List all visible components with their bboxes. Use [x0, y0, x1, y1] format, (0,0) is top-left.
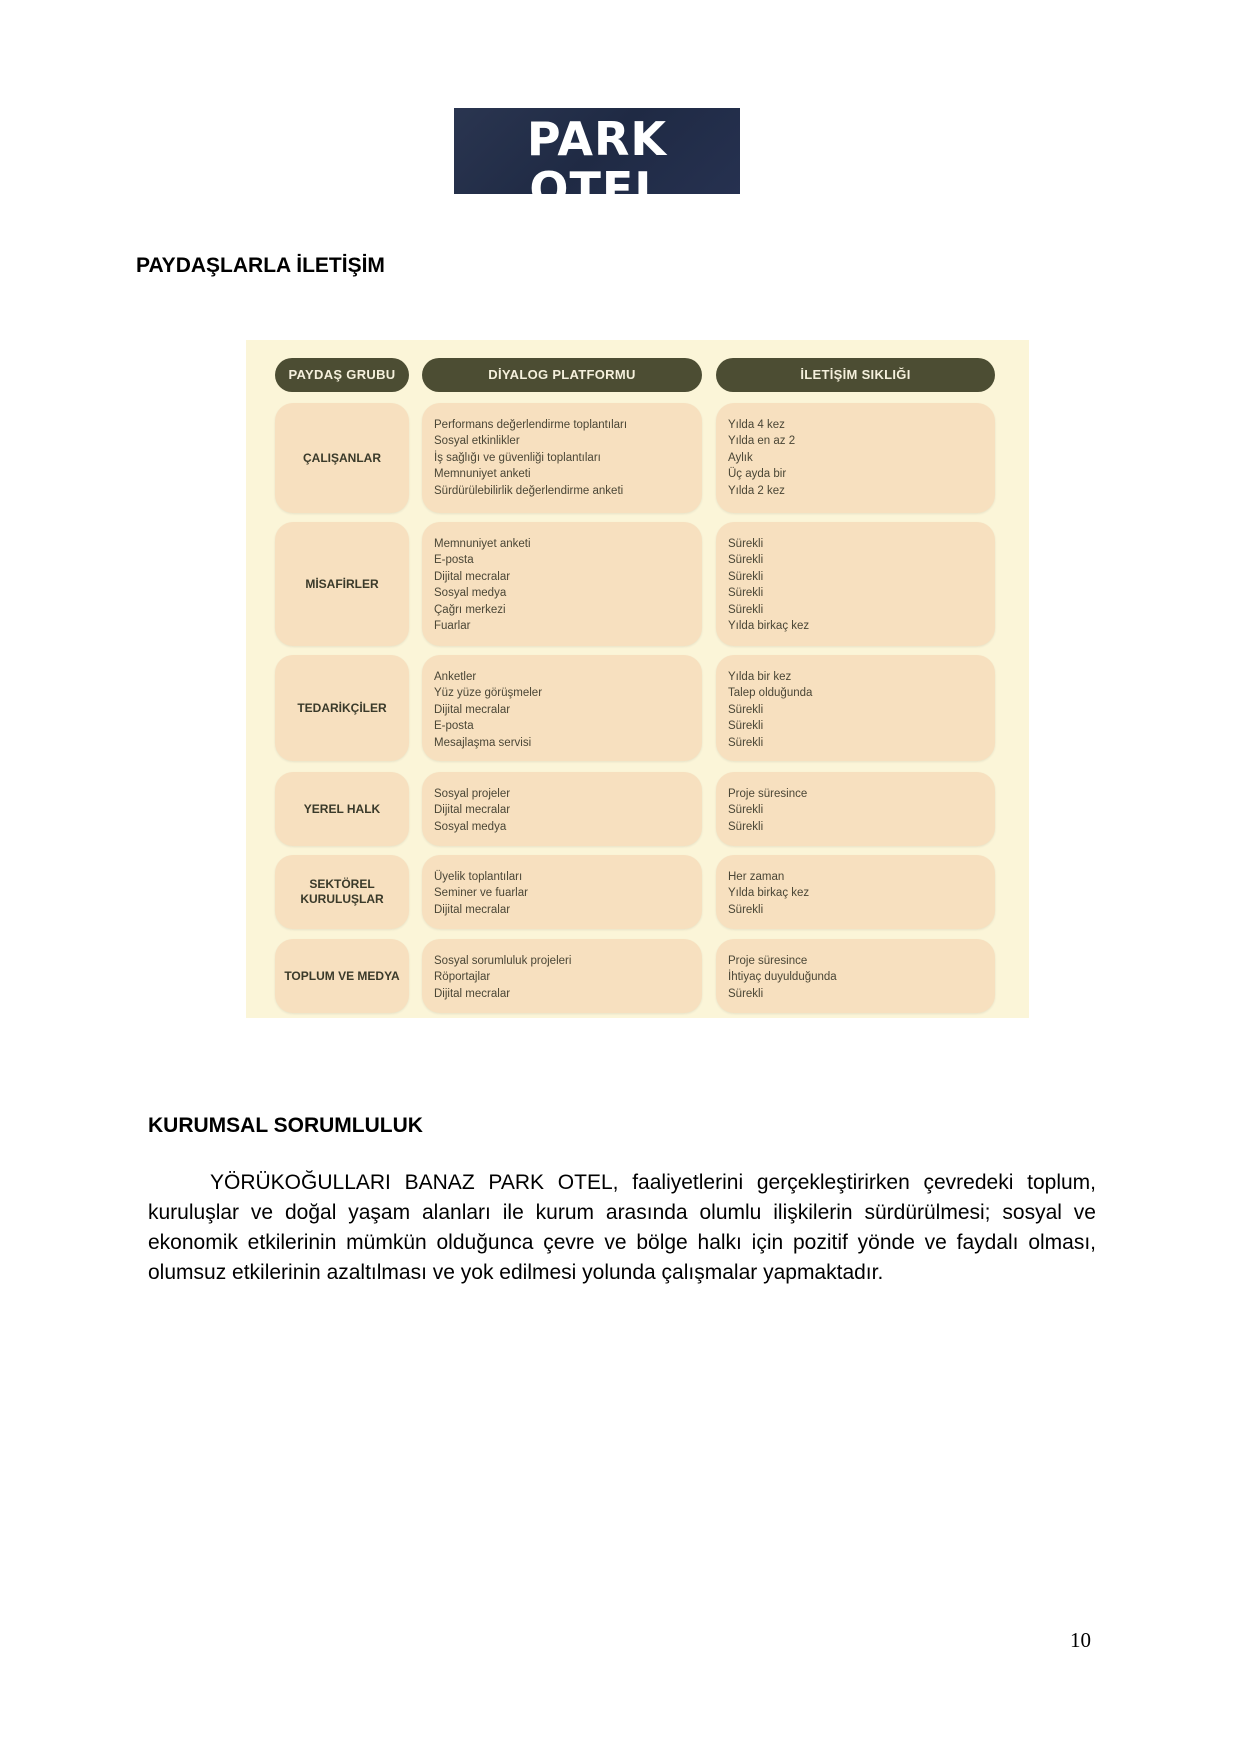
platform-item: Sosyal projeler	[434, 788, 511, 800]
frequency-item: Üç ayda bir	[728, 468, 787, 481]
dialog-platform-cell	[422, 855, 702, 929]
platform-item: Dijital mecralar	[434, 903, 511, 916]
frequency-item: Sürekli	[728, 820, 764, 833]
stakeholder-communication-infographic	[246, 340, 1029, 1018]
platform-item: Sürdürülebilirlik değerlendirme anketi	[434, 484, 624, 497]
dialog-platform-cell	[422, 655, 702, 761]
frequency-item: Her zaman	[728, 871, 785, 883]
frequency-cell	[716, 772, 995, 846]
frequency-item: İhtiyaç duyulduğunda	[728, 971, 837, 984]
stakeholder-group-cell: TEDARİKÇİLER	[275, 655, 409, 761]
frequency-item: Sürekli	[728, 987, 764, 1000]
stakeholder-row	[246, 655, 1029, 761]
frequency-cell	[716, 939, 995, 1013]
platform-item: E-posta	[434, 554, 474, 567]
platform-item: Fuarlar	[434, 620, 471, 633]
frequency-item: Sürekli	[728, 720, 764, 733]
corporate-responsibility-paragraph: YÖRÜKOĞULLARI BANAZ PARK OTEL, faaliyetlerini gerçekleştirirken çevredeki toplum, kuruluşlar ve doğal yaşam alanları ile kurum arasında olumlu ilişkilerin sürdürülmesi; sosyal ve ekonomik etkilerinin mümkün olduğunca çevre ve bölge halkı için pozitif yönde ve faydalı olması, olumsuz etkilerinin azaltılması ve yok edilmesi yolunda çalışmalar yapmaktadır.	[148, 1171, 1096, 1284]
frequency-item: Sürekli	[728, 587, 764, 600]
platform-item: İş sağlığı ve güvenliği toplantıları	[434, 451, 601, 464]
logo-main-text: PARK OTEL	[526, 112, 668, 216]
platform-item: Sosyal medya	[434, 587, 507, 600]
platform-item: Mesajlaşma servisi	[434, 736, 532, 749]
frequency-item: Talep olduğunda	[728, 687, 813, 700]
platform-item: Üyelik toplantıları	[434, 871, 523, 883]
platform-item: Sosyal medya	[434, 820, 507, 833]
platform-item: Dijital mecralar	[434, 987, 511, 1000]
stakeholder-group-cell: ÇALIŞANLAR	[275, 403, 409, 513]
frequency-item: Yılda 4 kez	[728, 419, 785, 431]
logo-sub-text: BANAZ	[553, 213, 641, 238]
platform-item: Performans değerlendirme toplantıları	[434, 419, 628, 431]
page-number: 10	[1070, 1628, 1091, 1652]
stakeholder-row	[246, 522, 1029, 646]
header-iletisim-sikligi: İLETİŞİM SIKLIĞI	[716, 358, 995, 392]
platform-item: Sosyal etkinlikler	[434, 435, 520, 448]
frequency-item: Sürekli	[728, 570, 764, 583]
frequency-item: Yılda 2 kez	[728, 484, 785, 497]
frequency-item: Aylık	[728, 451, 753, 464]
stakeholder-group-cell: YEREL HALK	[275, 772, 409, 846]
platform-item: Dijital mecralar	[434, 804, 511, 817]
dialog-platform-cell	[422, 772, 702, 846]
stakeholder-row	[246, 772, 1029, 846]
frequency-item: Sürekli	[728, 804, 764, 817]
dialog-platform-cell	[422, 939, 702, 1013]
frequency-item: Sürekli	[728, 703, 764, 716]
section-heading-kurumsal: KURUMSAL SORUMLULUK	[148, 1114, 423, 1137]
section-heading-paydas: PAYDAŞLARLA İLETİŞİM	[136, 254, 385, 277]
platform-item: Seminer ve fuarlar	[434, 887, 528, 900]
frequency-item: Proje süresince	[728, 788, 808, 800]
stakeholder-row	[246, 855, 1029, 929]
platform-item: Dijital mecralar	[434, 703, 511, 716]
platform-item: E-posta	[434, 720, 474, 733]
frequency-item: Sürekli	[728, 603, 764, 616]
header-diyalog-platformu: DİYALOG PLATFORMU	[422, 358, 702, 392]
dialog-platform-cell	[422, 522, 702, 646]
frequency-item: Sürekli	[728, 903, 764, 916]
frequency-item: Sürekli	[728, 736, 764, 749]
platform-item: Çağrı merkezi	[434, 603, 506, 616]
platform-item: Sosyal sorumluluk projeleri	[434, 955, 572, 967]
platform-item: Memnuniyet anketi	[434, 538, 531, 550]
frequency-item: Proje süresince	[728, 955, 808, 967]
stakeholder-row	[246, 403, 1029, 513]
frequency-cell	[716, 522, 995, 646]
stakeholder-group-cell: TOPLUM VE MEDYA	[275, 939, 409, 1013]
platform-item: Dijital mecralar	[434, 570, 511, 583]
frequency-cell	[716, 403, 995, 513]
frequency-item: Sürekli	[728, 538, 764, 550]
frequency-item: Yılda birkaç kez	[728, 887, 810, 900]
header-paydas-grubu: PAYDAŞ GRUBU	[275, 358, 409, 392]
park-otel-logo	[454, 108, 740, 238]
dialog-platform-cell	[422, 403, 702, 513]
platform-item: Anketler	[434, 671, 477, 683]
frequency-item: Yılda bir kez	[728, 671, 792, 683]
platform-item: Yüz yüze görüşmeler	[434, 687, 543, 700]
frequency-item: Sürekli	[728, 554, 764, 567]
frequency-item: Yılda en az 2	[728, 435, 796, 448]
frequency-cell	[716, 855, 995, 929]
frequency-item: Yılda birkaç kez	[728, 620, 810, 633]
frequency-cell	[716, 655, 995, 761]
platform-item: Memnuniyet anketi	[434, 468, 531, 481]
stakeholder-group-cell: MİSAFİRLER	[275, 522, 409, 646]
platform-item: Röportajlar	[434, 971, 491, 984]
stakeholder-group-cell: SEKTÖREL KURULUŞLAR	[275, 855, 409, 929]
stakeholder-row	[246, 939, 1029, 1013]
